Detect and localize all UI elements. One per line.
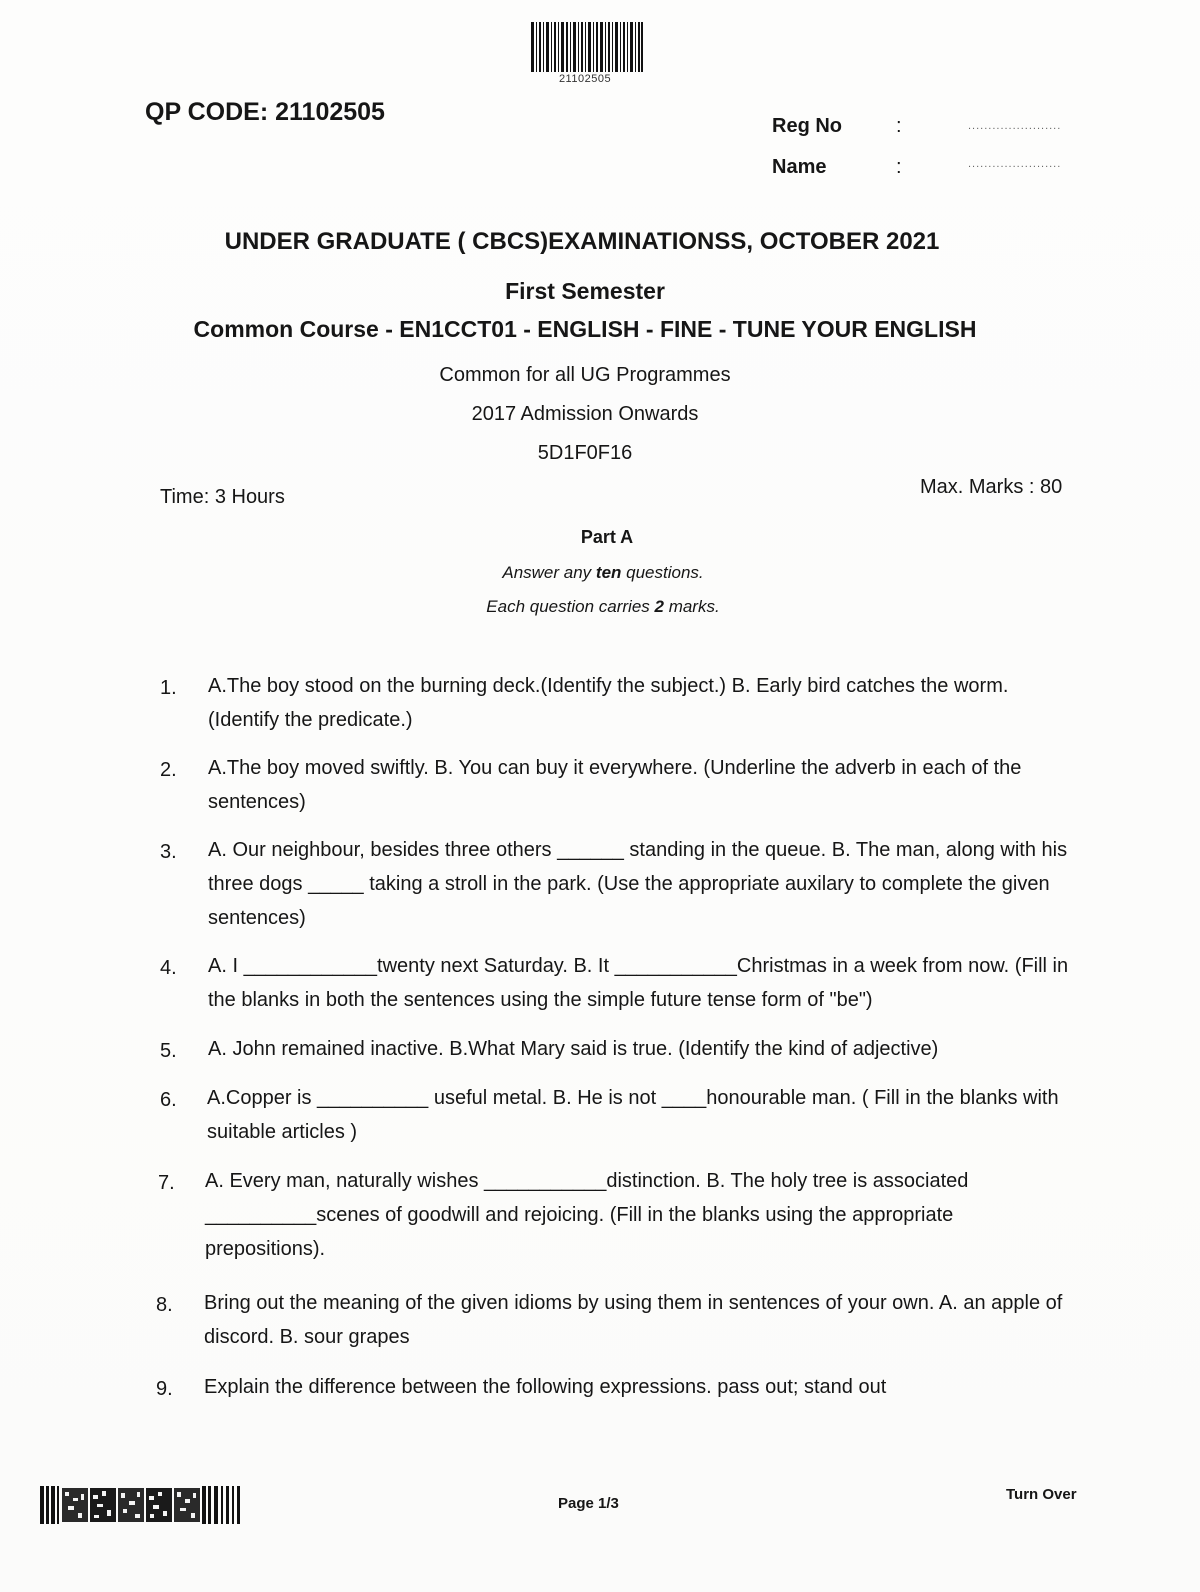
part-a-instruction-1 [3,563,1200,583]
part-a-title: Part A [580,527,634,547]
question-9-number: 9. [156,1378,173,1400]
reg-no-field: ....................... [968,120,1062,132]
question-1-text: A.The boy stood on the burning deck.(Identify the subject.) B. Early bird catches the worm.(Identify the predicate.) [208,675,1009,731]
instruction-1-text-end: questions. [621,563,704,582]
question-3-text: A. Our neighbour, besides three others ______ standing in the queue. B. The man, along with his three dogs _____ taking a stroll in the park. (Use the appropriate auxilary to complete the given sentences) [208,839,1068,929]
page-number: Page 1/3 [558,1495,619,1512]
turn-over-note: Turn Over [1006,1486,1077,1503]
question-2-number: 2. [160,759,177,781]
reg-no-colon: : [896,115,902,137]
part-a-instruction-2 [3,597,1200,617]
question-1-number: 1. [160,677,177,699]
question-2-text: A.The boy moved swiftly. B. You can buy it everywhere. (Underline the adverb in each of the sentences) [208,757,1022,813]
barcode-top [531,22,643,72]
question-8-text: Bring out the meaning of the given idioms by using them in sentences of your own. A. an apple of discord. B. sour grapes [204,1292,1063,1348]
question-4-text: A. I ____________twenty next Saturday. B. It ___________Christmas in a week from now. (Fill in the blanks in both the sentences using the simple future tense form of "be") [208,955,1069,1011]
question-3-number: 3. [160,841,177,863]
max-marks: Max. Marks : 80 [920,476,1063,498]
instruction-1-text: Answer any [502,563,596,582]
question-9-text: Explain the difference between the following expressions. pass out; stand out [204,1376,887,1398]
instruction-1-count: ten [595,563,622,582]
paper-code: 5D1F0F16 [537,442,633,464]
question-6-text: A.Copper is __________ useful metal. B. He is not ____honourable man. ( Fill in the blanks with suitable articles ) [207,1087,1059,1143]
question-4-number: 4. [160,957,177,979]
name-colon: : [896,156,902,178]
qp-code: QP CODE: 21102505 [145,98,385,126]
reg-no-label: Reg No [772,115,842,137]
barcode-number: 21102505 [558,73,612,85]
name-label: Name [772,156,827,178]
exam-title: UNDER GRADUATE ( CBCS)EXAMINATIONSS, OCTOBER 2021 [224,228,940,255]
instruction-2-marks: 2 [654,597,664,616]
semester-title: First Semester [505,278,665,304]
question-5-text: A. John remained inactive. B.What Mary said is true. (Identify the kind of adjective) [208,1038,939,1060]
instruction-2-text-end: marks. [663,597,720,616]
question-6-number: 6. [160,1089,177,1111]
question-5-number: 5. [160,1040,177,1062]
instruction-2-text: Each question carries [486,597,655,616]
barcode-bottom [40,1486,240,1524]
time-allowed: Time: 3 Hours [160,486,285,508]
admission-line: 2017 Admission Onwards [471,403,699,425]
question-8-number: 8. [156,1294,173,1316]
question-7-number: 7. [158,1172,175,1194]
course-title: Common Course - EN1CCT01 - ENGLISH - FINE - TUNE YOUR ENGLISH [193,316,977,342]
programmes-line: Common for all UG Programmes [439,364,731,386]
question-7-text: A. Every man, naturally wishes ___________distinction. B. The holy tree is associated __________scenes of goodwill and rejoicing. (Fill in the blanks using the appropriate prepositions). [205,1170,969,1260]
name-field: ....................... [968,158,1062,170]
